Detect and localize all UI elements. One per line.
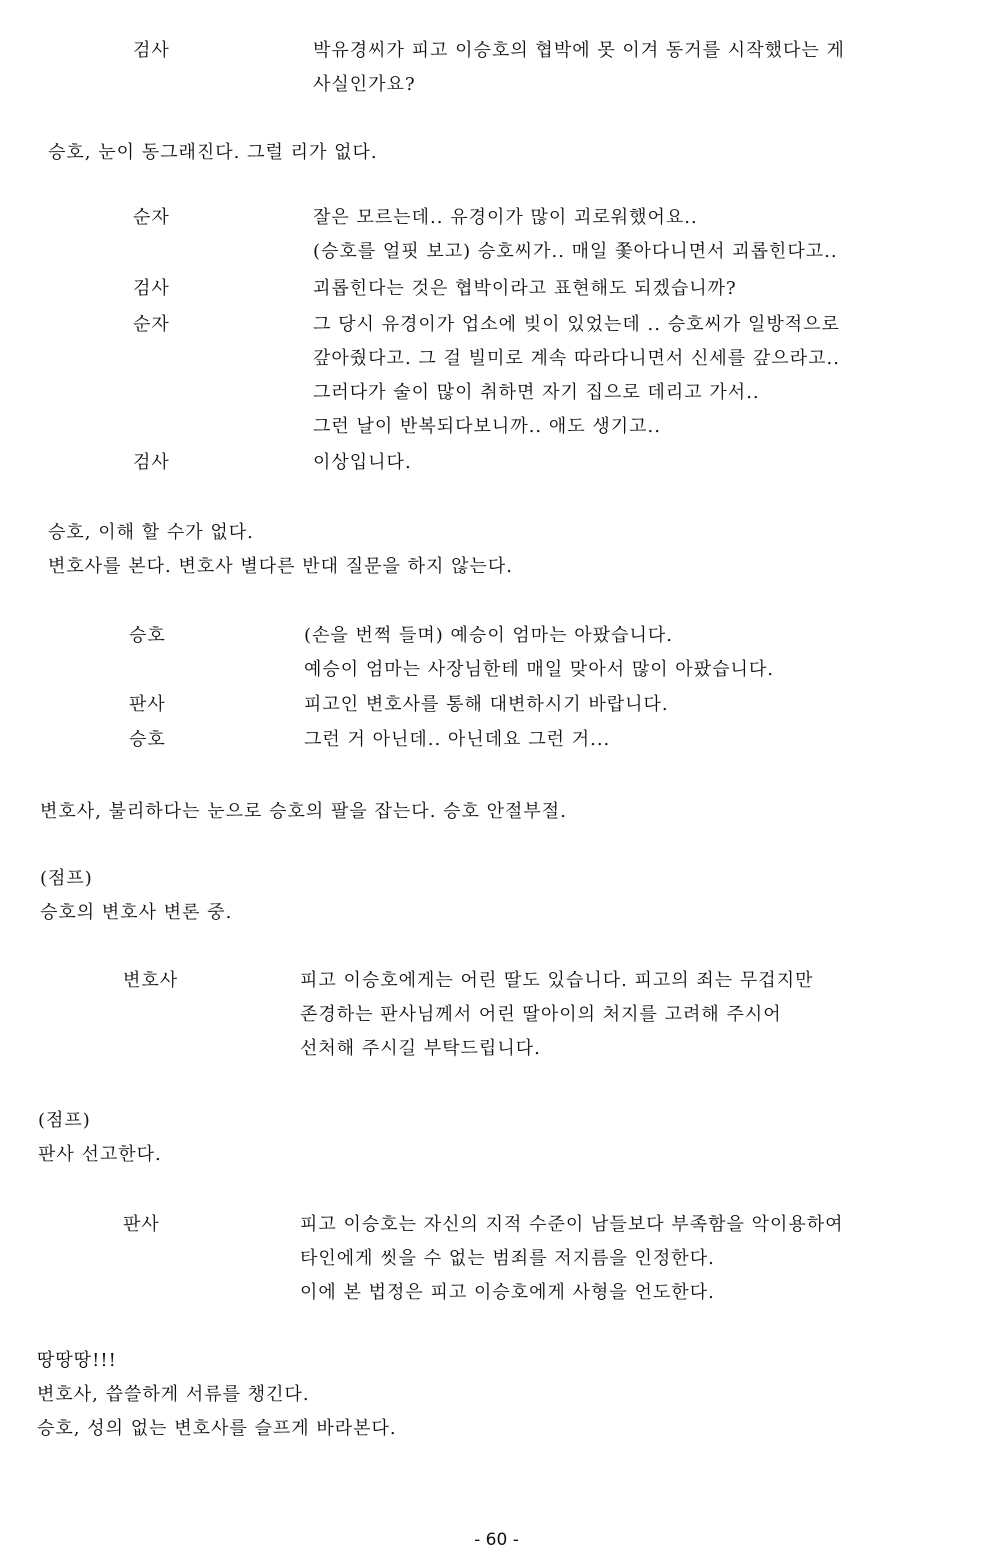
dialogue-line: 그런 날이 반복되다보니까.. 애도 생기고..: [313, 416, 661, 437]
dialogue-line: 피고 이승호는 자신의 지적 수준이 남들보다 부족함을 악이용하여: [300, 1214, 844, 1235]
speaker-name: 변호사: [123, 970, 179, 991]
speaker-name: 순자: [133, 207, 170, 228]
action-line: 승호, 성의 없는 변호사를 슬프게 바라본다.: [37, 1418, 397, 1439]
dialogue-line: 이상입니다.: [313, 452, 412, 473]
dialogue-line: 피고인 변호사를 통해 대변하시기 바랍니다.: [304, 694, 669, 715]
speaker-name: 판사: [123, 1214, 160, 1235]
speaker-name: 검사: [133, 278, 170, 299]
dialogue-line: 사실인가요?: [313, 74, 416, 95]
action-line: 변호사, 불리하다는 눈으로 승호의 팔을 잡는다. 승호 안절부절.: [40, 801, 567, 822]
dialogue-line: 피고 이승호에게는 어린 딸도 있습니다. 피고의 죄는 무겁지만: [300, 970, 814, 991]
dialogue-line: 타인에게 씻을 수 없는 범죄를 저지름을 인정한다.: [300, 1248, 715, 1269]
speaker-name: 승호: [129, 729, 166, 750]
action-line: 승호, 눈이 동그래진다. 그럴 리가 없다.: [48, 142, 378, 163]
dialogue-line: 그런 거 아닌데.. 아닌데요 그런 거...: [304, 729, 611, 750]
page-number: - 60 -: [474, 1530, 519, 1550]
action-line: 승호의 변호사 변론 중.: [40, 902, 233, 923]
action-line: 땅땅땅!!!: [37, 1350, 117, 1371]
action-line: 변호사를 본다. 변호사 별다른 반대 질문을 하지 않는다.: [48, 556, 514, 577]
speaker-name: 검사: [133, 40, 170, 61]
action-line: 변호사, 씁쓸하게 서류를 챙긴다.: [37, 1384, 310, 1405]
dialogue-line: 이에 본 법정은 피고 이승호에게 사형을 언도한다.: [300, 1282, 715, 1303]
dialogue-line: 그 당시 유경이가 업소에 빚이 있었는데 .. 승호씨가 일방적으로: [313, 314, 840, 335]
dialogue-line: 갚아줬다고. 그 걸 빌미로 계속 따라다니면서 신세를 갚으라고..: [313, 348, 840, 369]
dialogue-line: 잘은 모르는데.. 유경이가 많이 괴로워했어요..: [313, 207, 698, 228]
dialogue-line: 존경하는 판사님께서 어린 딸아이의 처지를 고려해 주시어: [300, 1004, 782, 1025]
dialogue-line: 박유경씨가 피고 이승호의 협박에 못 이겨 동거를 시작했다는 게: [313, 40, 845, 61]
dialogue-line: 그러다가 술이 많이 취하면 자기 집으로 데리고 가서..: [313, 382, 760, 403]
dialogue-line: 선처해 주시길 부탁드립니다.: [300, 1038, 541, 1059]
dialogue-line: (손을 번쩍 들며) 예승이 엄마는 아팠습니다.: [304, 625, 673, 646]
action-line: (점프): [38, 1110, 91, 1131]
speaker-name: 순자: [133, 314, 170, 335]
dialogue-line: 예승이 엄마는 사장님한테 매일 맞아서 많이 아팠습니다.: [304, 659, 774, 680]
dialogue-line: (승호를 얼핏 보고) 승호씨가.. 매일 쫓아다니면서 괴롭힌다고..: [313, 241, 838, 262]
speaker-name: 승호: [129, 625, 166, 646]
dialogue-line: 괴롭힌다는 것은 협박이라고 표현해도 되겠습니까?: [313, 278, 737, 299]
action-line: 판사 선고한다.: [38, 1144, 162, 1165]
speaker-name: 검사: [133, 452, 170, 473]
speaker-name: 판사: [129, 694, 166, 715]
action-line: (점프): [40, 868, 93, 889]
action-line: 승호, 이해 할 수가 없다.: [48, 522, 254, 543]
